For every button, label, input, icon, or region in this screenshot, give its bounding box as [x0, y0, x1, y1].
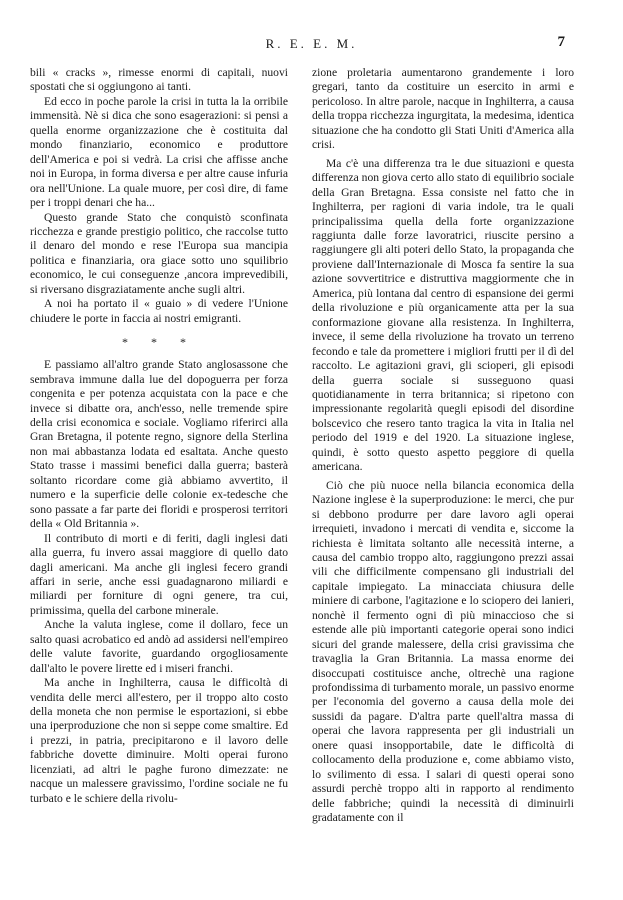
paragraph: Ma anche in Inghilterra, causa le difficoltà di vendita delle merci all'estero, per il troppo alto costo della moneta che non permise le esportazioni, si ebbe una iperproduzione che non si seppe come smaltire. Ed i prezzi, in patria, precipitarono e il lavoro delle fabbriche dovette diminuire. Molti operai furono licenziati, ad altri le paghe furono dimezzate: ne nacque un malessere gravissimo, l'ordine sociale ne fu turbato e le schiere della rivolu-	[30, 676, 288, 805]
running-title: R. E. E. M.	[265, 36, 358, 51]
left-column	[30, 66, 288, 806]
paragraph: bili « cracks », rimesse enormi di capitali, nuovi spostati che si oggiungono ai tanti.	[30, 66, 288, 94]
paragraph: Ciò che più nuoce nella bilancia economica della Nazione inglese è la superproduzione: le merci, che pur si debbono produrre per dare lavoro agli operai irrequieti, invadono i mercati di vendita e, siccome la richiesta è limitata soltanto alle necessità interne, a causa del cambio troppo alto, raggiungono prezzi assai vili che difficilmente compensano gli industriali del capitale impiegato. La minacciata chiusura delle miniere di carbone, l'agitazione e lo sciopero dei lanieri, nonchè il fermento ogni dì più minaccioso che si estende alle più importanti categorie operai sono indici sicuri del grande malessere, della crisi gravissima che travaglia la Gran Britannia. La massa enorme dei disoccupati costituisce anche, oltrechè una ragione profondissima di turbamento morale, un passivo enorme per l'economia del governo a causa della mole dei sussidi da pagare. D'altra parte quell'altra massa di operai che lavora rappresenta per gli industriali un onere quasi insopportabile, date le difficoltà di collocamento della produzione e, come abbiamo visto, lo svilimento di essa. I salari di questi operai sono assurdi perchè troppo alti in rapporto al rendimento delle fabbriche; quindi la necessità di diminuirli gradatamente con il	[312, 478, 574, 825]
paragraph: Anche la valuta inglese, come il dollaro, fece un salto quasi acrobatico ed andò ad assidersi nell'empireo delle valute favorite, guardando orgogliosamente dall'alto le povere lirette ed i miseri franchi.	[30, 618, 288, 675]
right-column	[312, 66, 574, 826]
page-header	[0, 34, 623, 54]
paragraph: zione proletaria aumentarono grandemente i loro gregari, tanto da costituire un esercito in armi e pericoloso. In altre parole, nacque in Inghilterra, a causa della troppa ricchezza ingurgitata, la medesima, identica situazione che ha condotto gli Stati Uniti d'America alla crisi.	[312, 66, 574, 152]
paragraph: Ma c'è una differenza tra le due situazioni e questa differenza non giova certo allo stato di equilibrio sociale della Gran Bretagna. Essa consiste nel fatto che in Inghilterra, per ragioni di varia indole, tra le quali principalissima quella della forte organizzazione raggiunta dalle forze lavoratrici, riuscite persino a raggiungere gli alti poteri dello Stato, la propaganda che proviene dall'Internazionale di Mosca fa sentire la sua azione sovvertitrice e distruttiva maggiormente che in America, più lontana dal centro di espansione dei germi della rivoluzione e più organicamente atta per la sua conformazione giovane alla resistenza. In Inghilterra, invece, il seme della rivoluzione ha trovato un terreno fecondo e tale da promettere i migliori frutti per il dì del raccolto. Le agitazioni gravi, gli scioperi, gli episodi della guerra sociale si susseguono quasi quotidianamente in terra britannica; si ripetono con impressionante regolarità quegli episodi del disordine bolscevico che resero tanto tragica la vita in Italia nel periodo del 1919 e del 1920. La situazione inglese, quindi, è sotto questo aspetto peggiore di quella americana.	[312, 156, 574, 474]
paragraph: Il contributo di morti e di feriti, dagli inglesi dati alla guerra, fu invero assai maggiore di quello dato dagli americani. Ma anche gli inglesi fecero grandi affari in serie, anche essi guadagnarono miliardi e miliardi per forniture di ogni genere, tra cui, primissima, quella del carbone minerale.	[30, 531, 288, 617]
paragraph: A noi ha portato il « guaio » di vedere l'Unione chiudere le porte in faccia ai nostri emigranti.	[30, 297, 288, 325]
paragraph: E passiamo all'altro grande Stato anglosassone che sembrava immune dalla lue del dopoguerra per forza congenita e per potenza acquistata con la pace e che invece si dibatte ora, anch'esso, nelle tremende spire della crisi economica e sociale. Vogliamo riferirci alla Gran Bretagna, il potente regno, signore della Sterlina non mai abbastanza lodata ed esaltata. Anche questo Stato trasse i massimi benefici dalla guerra; basterà soltanto ricordare come già abbiamo avvertito, il numero e la superficie delle colonie ex-tedesche che sono passate a far parte dei floridi e prosperosi territori della « Old Britannia ».	[30, 358, 288, 531]
page-number: 7	[557, 34, 565, 50]
section-separator: * * *	[122, 335, 196, 350]
paragraph: Questo grande Stato che conquistò sconfinata ricchezza e grande prestigio politico, che raccolse tutto il denaro del mondo e rese l'Europa sua mancipia politica e finanziaria, ora giace sotto uno squilibrio economico, le cui conseguenze ,ancora imprevedibili, si riversano disgraziatamente anche sugli altri.	[30, 210, 288, 296]
paragraph: Ed ecco in poche parole la crisi in tutta la la orribile immensità. Nè si dica che sono esagerazioni: si pensi a quella enorme organizzazione che è costituita dal mondo finanziario, economico e produttore dell'America e poi si vedrà. La crisi che affisse anche noi in Europa, in forma diversa e per altre cause infuria ora nell'Unione. La quale muore, per così dire, di fame per i troppi denari che ha...	[30, 94, 288, 210]
